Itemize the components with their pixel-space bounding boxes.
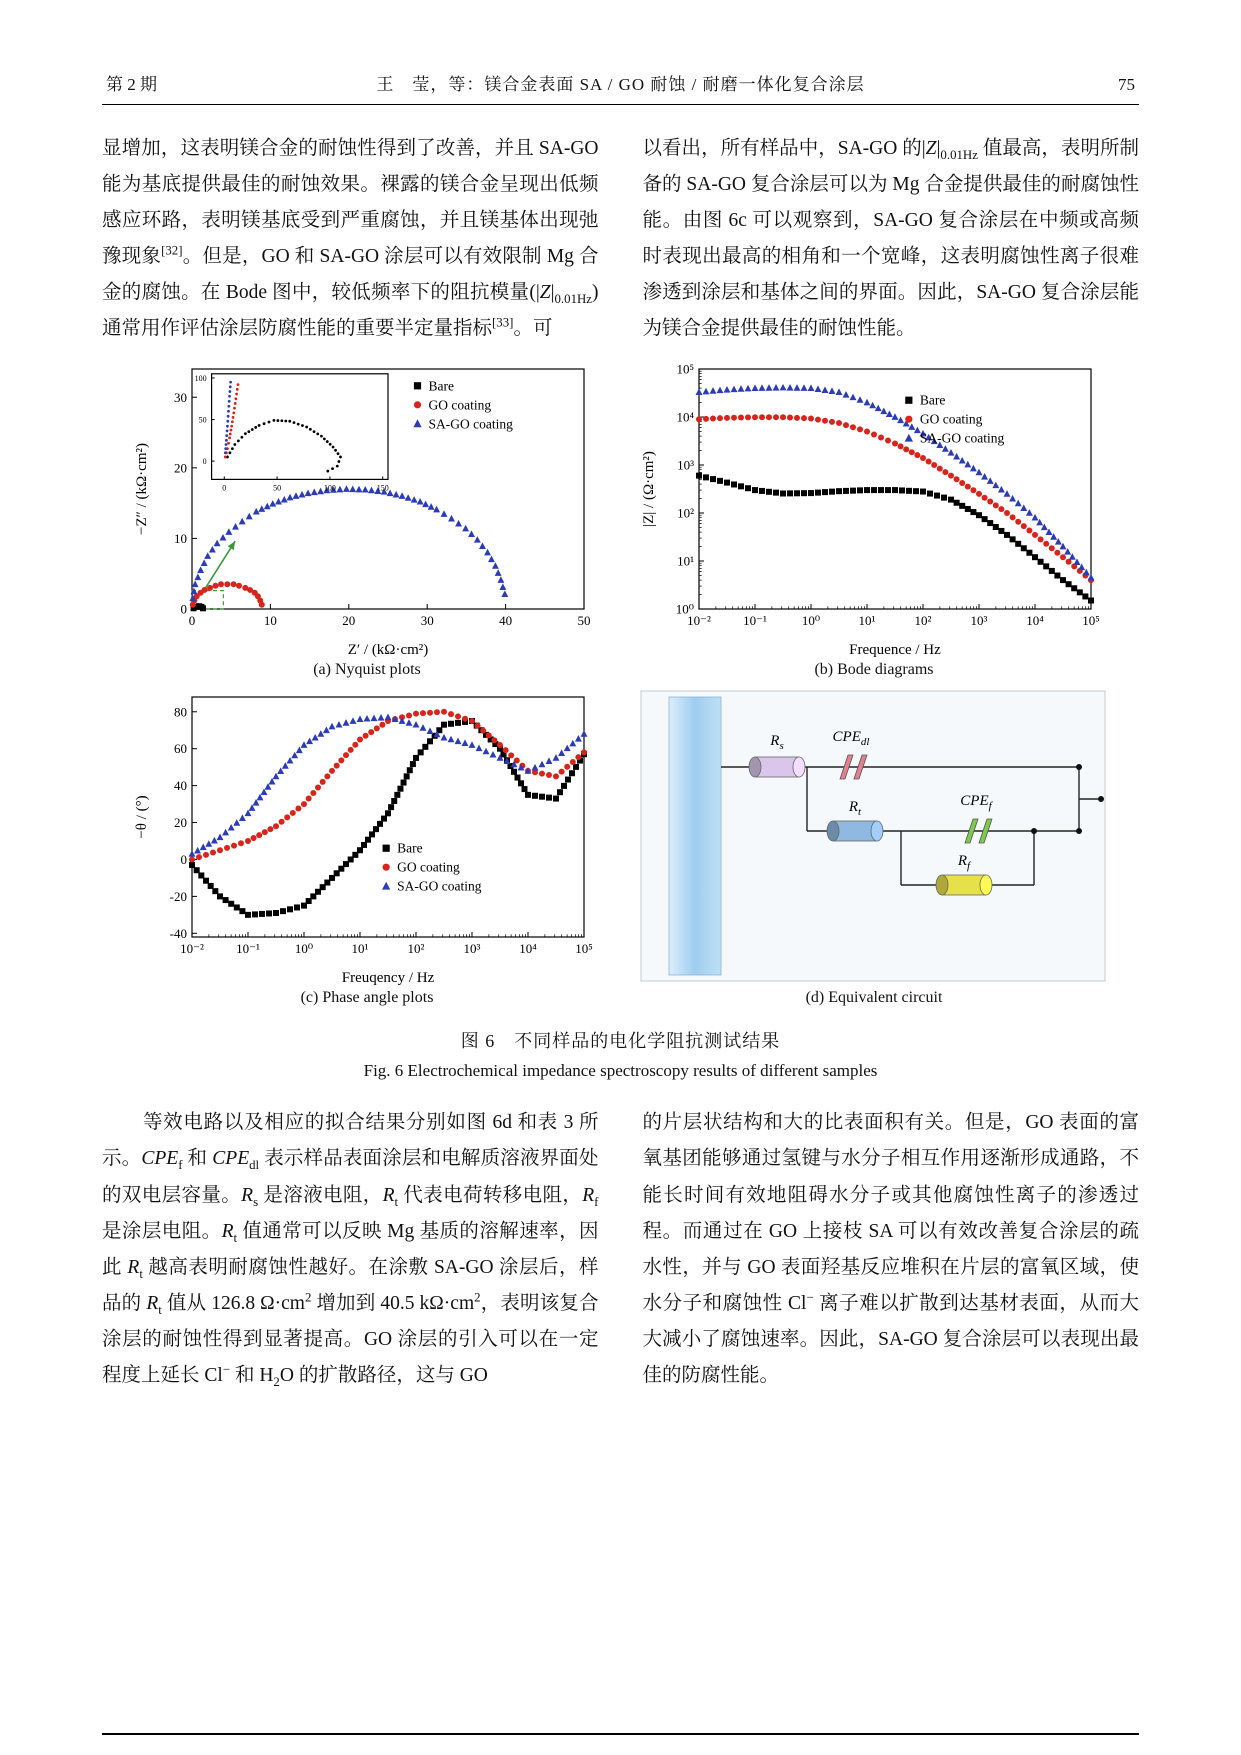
svg-text:10⁴: 10⁴ [1026,613,1044,629]
svg-text:0: 0 [202,457,207,467]
paragraph-bottom-right: 的片层状结构和大的比表面积有关。但是，GO 表面的富氧基团能够通过氢键与水分子相互作用逐渐形成通路，不能长时间有效地阻碍水分子或其他腐蚀性离子的渗透过程。而通过在 GO 上接枝 SA 可以有效改善复合涂层的疏水性，并与 GO 表面羟基反应堆积在片层的富氧区域，使水分子和腐蚀性 Cl− 离子难以扩散到达基材表面，从而大大减小了腐蚀速率。因此，SA-GO 复合涂层可以表现出最佳的防腐性能。 [642,1112,1139,1386]
svg-text:10³: 10³ [677,457,694,473]
chart-c-cell [126,689,609,1007]
figure-caption-en: Fig. 6 Electrochemical impedance spectroscopy results of different samples [363,1061,878,1081]
svg-text:SA-GO coating: SA-GO coating [397,879,482,895]
figure-caption [102,1027,1139,1081]
figure-6-grid [126,361,1116,1007]
svg-text:10⁻¹: 10⁻¹ [743,613,767,629]
svg-text:30: 30 [420,613,434,629]
svg-text:10⁰: 10⁰ [675,601,694,617]
svg-text:50: 50 [577,613,591,629]
top-text-columns [102,131,1139,347]
svg-text:10²: 10² [677,505,694,521]
svg-text:10²: 10² [407,941,425,957]
svg-text:10⁴: 10⁴ [676,409,694,425]
svg-text:Rt: $R_t$ [848,799,862,819]
svg-text:GO coating: GO coating [919,412,983,428]
svg-text:-20: -20 [169,889,187,905]
svg-text:10³: 10³ [970,613,988,629]
svg-text:Rf: $R_f$ [957,853,971,873]
subcaption-c: (c) Phase angle plots [300,989,434,1007]
svg-text:10⁴: 10⁴ [519,941,537,957]
subcaption-b: (b) Bode diagrams [814,661,934,679]
figure-6 [102,361,1139,1081]
page-number: 75 [1118,75,1135,94]
svg-text:10¹: 10¹ [351,941,369,957]
svg-text:-40: -40 [169,926,187,942]
svg-text:Frequence / Hz: Frequence / Hz [849,642,941,659]
chart-a-cell [126,361,609,679]
svg-text:10: 10 [263,613,277,629]
svg-text:20: 20 [174,815,187,831]
svg-text:10⁻¹: 10⁻¹ [236,941,260,957]
paragraph-top-left: 显增加，这表明镁合金的耐蚀性得到了改善，并且 SA-GO 能为基底提供最佳的耐蚀效果。裸露的镁合金呈现出低频感应环路，表明镁基底受到严重腐蚀，并且镁基体出现弛豫现象[32]。但是，GO 和 SA-GO 涂层可以有效限制 Mg 合金的腐蚀。在 Bode 图中，较低频率下的阻抗模量$(|Z|_{0.01Hz})$通常用作评估涂层防腐性能的重要半定量指标[33]。可 [102,138,599,340]
svg-text:Bare: Bare [428,378,455,394]
svg-text:Bare: Bare [919,393,946,409]
bode-plot [633,361,1116,659]
svg-text:−θ / (°): −θ / (°) [134,795,150,840]
svg-text:10⁵: 10⁵ [676,361,694,377]
svg-text:CPEf: $CPE_f$ [960,793,992,813]
svg-text:10⁵: 10⁵ [575,941,593,957]
svg-text:20: 20 [342,613,356,629]
svg-text:100: 100 [194,374,207,384]
svg-text:20: 20 [174,460,187,476]
svg-text:10⁰: 10⁰ [294,941,314,957]
svg-text:−Z″ / (kΩ·cm²): −Z″ / (kΩ·cm²) [134,443,150,536]
svg-text:60: 60 [174,741,187,757]
subcaption-a: (a) Nyquist plots [313,661,421,679]
journal-issue: 第 2 期 [106,75,157,94]
bottom-text-columns [102,1105,1139,1394]
svg-text:50: 50 [273,483,282,493]
svg-text:40: 40 [174,778,187,794]
nyquist-plot [126,361,609,659]
svg-text:100: 100 [323,483,336,493]
svg-text:30: 30 [174,390,187,406]
svg-text:10²: 10² [914,613,932,629]
svg-text:10¹: 10¹ [858,613,876,629]
paragraph-bottom-left: 等效电路以及相应的拟合结果分别如图 6d 和表 3 所示。$CPE_f$ 和 $CPE_{dl}$ 表示样品表面涂层和电解质溶液界面处的双电层容量。$R_s$ 是溶液电阻，$R_t$ 代表电荷转移电阻，$R_f$ 是涂层电阻。$R_t$ 值通常可以反映 Mg 基质的溶解速率，因此 $R_t$ 越高表明耐腐蚀性越好。在涂敷 SA-GO 涂层后，样品的 $R_t$ 值从 126.8 $\Omega\cdot cm^2$ 增加到 40.5 $k\Omega\cdot cm^2$，表明该复合涂层的耐蚀性得到显著提高。GO 涂层的引入可以在一定程度上延长 Cl− 和 $H_2O$ 的扩散路径，这与 GO [102,1112,599,1389]
chart-d-cell [633,689,1116,1007]
svg-text:0: 0 [180,852,187,868]
svg-text:10⁻²: 10⁻² [180,941,204,957]
figure-caption-zh: 图 6 不同样品的电化学阻抗测试结果 [460,1031,781,1052]
svg-text:10¹: 10¹ [677,553,694,569]
svg-text:0: 0 [222,483,227,493]
footer-rule [102,1733,1139,1735]
svg-text:Rs: $R_s$ [770,733,784,753]
svg-text:80: 80 [174,704,187,720]
equivalent-circuit-diagram [633,689,1116,987]
subcaption-d: (d) Equivalent circuit [805,989,943,1007]
svg-text:GO coating: GO coating [428,397,492,413]
svg-text:SA-GO coating: SA-GO coating [919,431,1005,447]
svg-text:SA-GO coating: SA-GO coating [428,416,513,432]
svg-text:CPEdl: $CPE_{dl}$ [832,729,870,749]
svg-text:10³: 10³ [463,941,481,957]
page-header [102,70,1139,105]
svg-text:Bare: Bare [397,841,423,857]
svg-text:0: 0 [180,601,187,617]
svg-text:40: 40 [499,613,513,629]
svg-text:Freuqency / Hz: Freuqency / Hz [341,970,435,987]
chart-b-cell [633,361,1116,679]
svg-text:GO coating: GO coating [397,860,460,876]
paragraph-top-right: 以看出，所有样品中，SA-GO 的$|Z|_{0.01Hz}$ 值最高，表明所制备的 SA-GO 复合涂层可以为 Mg 合金提供最佳的耐腐蚀性能。由图 6c 可以观察到，SA-GO 复合涂层在中频或高频时表现出最高的相角和一个宽峰，这表明腐蚀性离子很难渗透到涂层和基体之间的界面。因此，SA-GO 复合涂层能为镁合金提供最佳的耐蚀性能。 [642,138,1139,340]
svg-text:0: 0 [188,613,196,629]
running-title: 王 莹，等：镁合金表面 SA / GO 耐蚀 / 耐磨一体化复合涂层 [376,75,865,94]
svg-text:150: 150 [376,483,389,493]
phase-angle-plot [126,689,609,987]
svg-text:50: 50 [198,415,207,425]
svg-text:Z′ / (kΩ·cm²): Z′ / (kΩ·cm²) [347,642,429,659]
svg-text:10⁻²: 10⁻² [687,613,711,629]
svg-text:10⁰: 10⁰ [801,613,821,629]
svg-text:10: 10 [174,531,187,547]
svg-text:10⁵: 10⁵ [1082,613,1100,629]
svg-text:|Z| / (Ω·cm²): |Z| / (Ω·cm²) [641,451,657,528]
